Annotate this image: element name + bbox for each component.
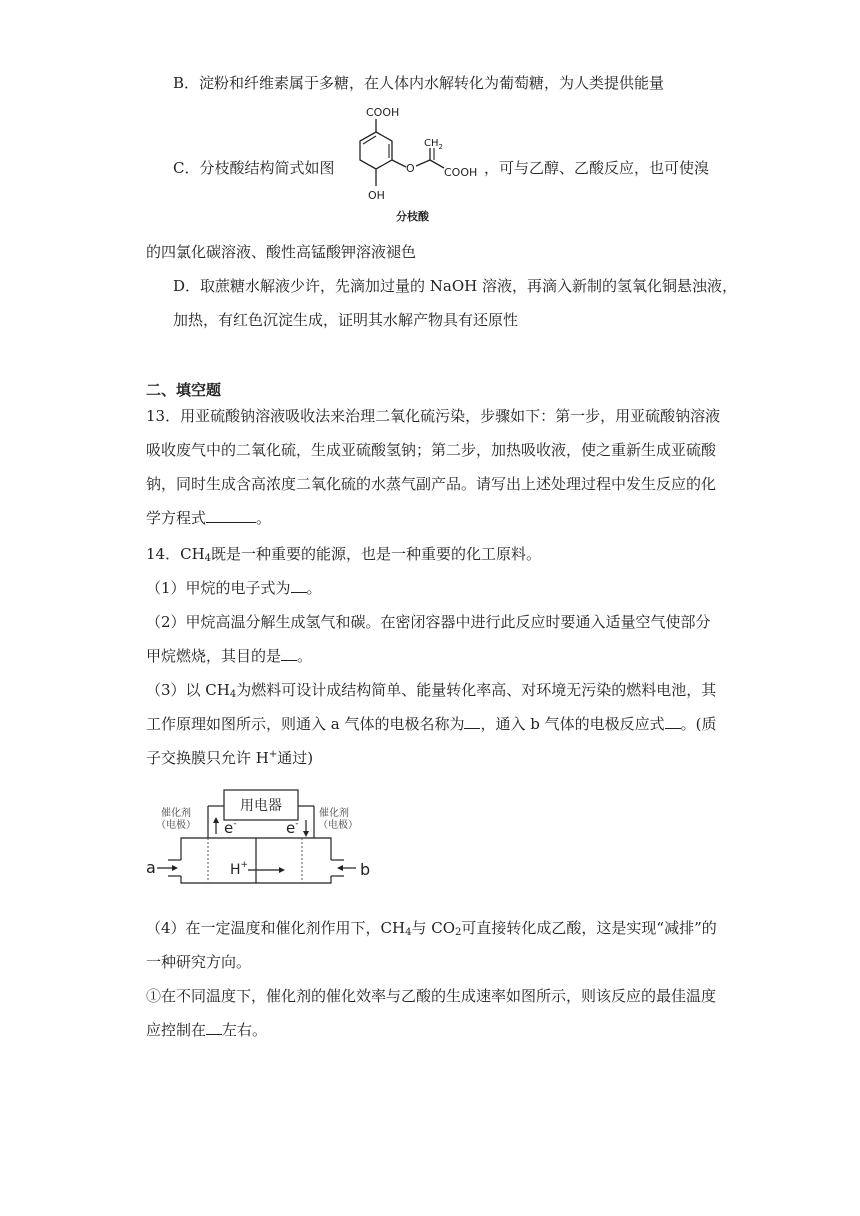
mol-cooh-top: COOH: [366, 106, 400, 119]
mol-ch2: $CH_2$: [424, 138, 443, 151]
catalyst-left-label: 催化剂: [161, 808, 191, 819]
q14-intro: 14．$CH_4$既是一种重要的能源，也是一种重要的化工原料。: [146, 545, 542, 564]
option-c-text: C．分枝酸结构简式如图: [173, 159, 335, 177]
q14-part4-line2: 一种研究方向。: [146, 953, 252, 971]
fuel-cell-diagram: [146, 788, 376, 886]
mol-ether-o: O: [406, 162, 415, 175]
q14-part4-line1: （4）在一定温度和催化剂作用下，$CH_4$与 $CO_2$可直接转化成乙酸，这是实现“减排”的: [146, 919, 717, 938]
gas-a-label: a: [146, 858, 156, 877]
q13-line1: 13．用亚硫酸钠溶液吸收法来治理二氧化硫污染，步骤如下：第一步，用亚硫酸钠溶液: [146, 407, 721, 425]
q14-part1: （1）甲烷的电子式为 。: [146, 579, 322, 597]
q14-part4-q1-line2: 应控制在 左右。: [146, 1021, 268, 1039]
catalyst-right-label: 催化剂: [319, 808, 349, 819]
q14-part3-line3: 子交换膜只允许 H+通过): [146, 749, 314, 767]
q14-p4-blank[interactable]: [206, 1020, 222, 1035]
q13-line4: 学方程式 。: [146, 509, 272, 527]
q14-p1-blank[interactable]: [291, 578, 307, 593]
option-b: B．淀粉和纤维素属于多糖，在人体内水解转化为葡萄糖，为人类提供能量: [173, 74, 665, 92]
electrode-right-label: （电极）: [318, 820, 358, 831]
mol-oh: OH: [368, 189, 385, 202]
option-d-line1: D．取蔗糖水解液少许，先滴加过量的 NaOH 溶液，再滴入新制的氢氧化铜悬浊液，: [173, 277, 738, 295]
electron-left-label: e-: [224, 819, 237, 837]
q14-p3-blank-b[interactable]: [665, 714, 681, 729]
q14-p3-blank-a[interactable]: [464, 714, 480, 729]
q14-part4-q1-line1: ①在不同温度下，催化剂的催化效率与乙酸的生成速率如图所示，则该反应的最佳温度: [146, 987, 717, 1005]
q14-part2-line2: 甲烷燃烧，其目的是 。: [146, 647, 313, 665]
option-d-line2: 加热，有红色沉淀生成，证明其水解产物具有还原性: [173, 311, 519, 329]
device-label: 用电器: [240, 798, 282, 814]
q13-line2: 吸收废气中的二氧化硫，生成亚硫酸氢钠；第二步，加热吸收液，使之重新生成亚硫酸: [146, 441, 717, 459]
q14-part3-line2: 工作原理如图所示，则通入 a 气体的电极名称为 ，通入 b 气体的电极反应式 。(质: [146, 715, 717, 733]
option-c-text-cont: ，可与乙醇、乙酸反应，也可使溴: [484, 159, 710, 177]
section-title: 二、填空题: [146, 381, 222, 399]
electron-right-label: e-: [286, 819, 299, 837]
q13-answer-blank[interactable]: [206, 508, 256, 523]
chorismic-acid-structure: [346, 104, 486, 228]
q14-part3-line1: （3）以 $CH_4$为燃料可设计成结构简单、能量转化率高、对环境无污染的燃料电池，其: [146, 681, 717, 700]
proton-label: H+: [230, 860, 249, 878]
electrode-left-label: （电极）: [156, 820, 196, 831]
q13-line3: 钠，同时生成含高浓度二氧化硫的水蒸气副产品。请写出上述处理过程中发生反应的化: [146, 475, 717, 493]
mol-cooh-side: COOH: [444, 166, 478, 179]
q14-part2-line1: （2）甲烷高温分解生成氢气和碳。在密闭容器中进行此反应时要通入适量空气使部分: [146, 613, 711, 631]
q14-p2-blank[interactable]: [281, 646, 297, 661]
mol-caption: 分枝酸: [396, 210, 429, 223]
option-c-text-line2: 的四氯化碳溶液、酸性高锰酸钾溶液褪色: [146, 243, 417, 261]
gas-b-label: b: [360, 860, 371, 879]
